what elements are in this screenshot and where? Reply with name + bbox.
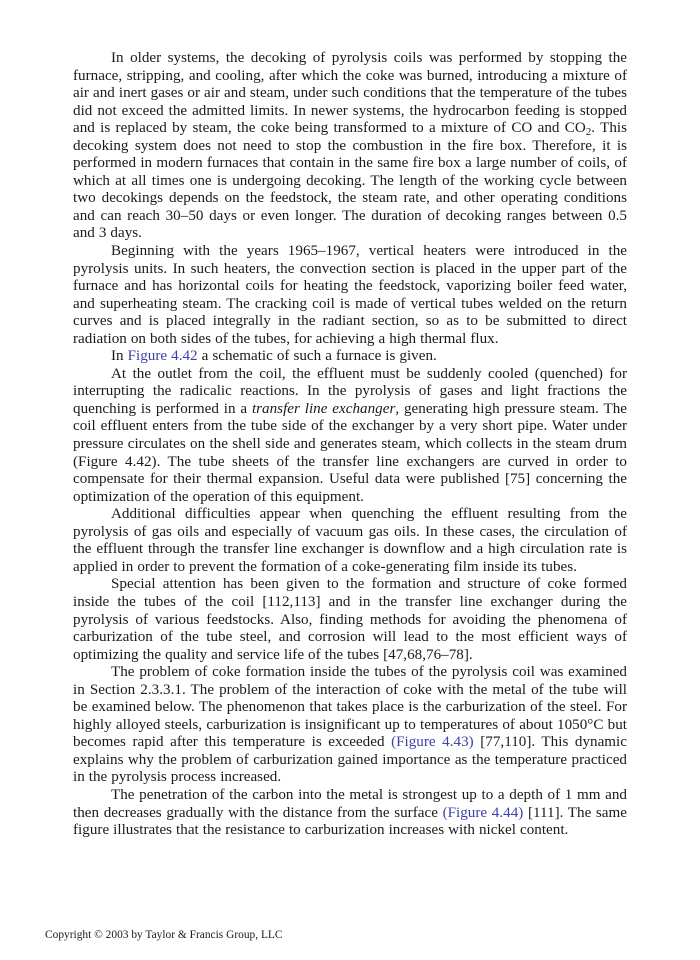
body-text-run: The penetration of the carbon into the metal is strongest up to a depth of 1 mm and then decreases gradually with the distance from the surface	[73, 786, 627, 821]
copyright-notice: Copyright © 2003 by Taylor & Francis Group, LLC	[45, 929, 283, 941]
figure-cross-reference-link[interactable]: (Figure 4.43)	[391, 734, 474, 751]
emphasis-text: transfer line exchanger	[251, 400, 396, 417]
body-text-run: [111]. The same figure illustrates that the resistance to carburization increases with nickel content.	[73, 804, 628, 839]
body-paragraph	[73, 50, 627, 243]
body-paragraph	[73, 243, 627, 348]
body-text-run: Additional difficulties appear when quenching the effluent resulting from the pyrolysis of gas oils and especially of vacuum gas oils. In these cases, the circulation of the effluent through the transfer line exchanger is downflow and a high circulation rate is applied in order to prevent the formation of a coke-generating film inside its tubes.	[73, 506, 627, 575]
body-paragraph	[73, 348, 627, 366]
body-text-run: [77,110]. This dynamic explains why the problem of carburization gained importance as the temperature practiced in the pyrolysis process increased.	[73, 734, 627, 786]
body-paragraph	[73, 366, 627, 506]
body-text-block	[73, 50, 627, 840]
body-text-run: . This decoking system does not need to stop the combustion in the fire box. Therefore, it is performed in modern furnaces that contain in the same fire box a large number of coils, of which at all times one is undergoing decoking. The length of the working cycle between two decokings depends on the feedstock, the steam rate, and other operating conditions and can reach 30–50 days or even longer. The duration of decoking ranges between 0.5 and 3 days.	[73, 120, 627, 242]
body-text-run: The problem of coke formation inside the tubes of the pyrolysis coil was examined in Section 2.3.3.1. The problem of the interaction of coke with the metal of the tube will be examined below. The phenomenon that takes place is the carburization of the steel. For highly alloyed steels, carburization is insignificant up to temperatures of about 1050°C but becomes rapid after this temperature is exceeded	[73, 664, 627, 751]
body-paragraph	[73, 664, 627, 787]
body-text-run: , generating high pressure steam. The coil effluent enters from the tube side of the exchanger by a very short pipe. Water under pressure circulates on the shell side and generates steam, which collects in the steam drum (Figure 4.42). The tube sheets of the transfer line exchangers are curved in order to compensate for their thermal expansion. Useful data were published [75] concerning the optimization of the operation of this equipment.	[73, 400, 627, 505]
body-text-run: Beginning with the years 1965–1967, vertical heaters were introduced in the pyrolysis units. In such heaters, the convection section is placed in the upper part of the furnace and has horizontal coils for heating the feedstock, vaporizing boiler feed water, and superheating steam. The cracking coil is made of vertical tubes welded on the return curves and is placed integrally in the radiant section, so as to be submitted to direct radiation on both sides of the tubes, for achieving a high thermal flux.	[73, 243, 627, 347]
body-text-run: At the outlet from the coil, the effluent must be suddenly cooled (quenched) for interrupting the radicalic reactions. In the pyrolysis of gases and light fractions the quenching is performed in a	[73, 365, 627, 417]
body-text-run: In older systems, the decoking of pyrolysis coils was performed by stopping the furnace, stripping, and cooling, after which the coke was burned, introducing a mixture of air and inert gases or air and steam, under such conditions that the temperature of the tubes did not exceed the admitted limits. In newer systems, the hydrocarbon feeding is stopped and is replaced by steam, the coke being transformed to a mixture of CO and CO	[73, 50, 627, 137]
body-text-run: In	[111, 348, 128, 365]
body-paragraph	[73, 506, 627, 576]
body-paragraph	[73, 787, 627, 840]
figure-cross-reference-link[interactable]: Figure 4.42	[127, 348, 198, 365]
body-text-run: Special attention has been given to the formation and structure of coke formed inside the tubes of the coil [112,113] and in the transfer line exchanger during the pyrolysis of various feedstocks. Also, finding methods for avoiding the phenomena of carburization of the tube steel, and corrosion will lead to the most efficient ways of optimizing the quality and service life of the tubes [47,68,76–78].	[73, 576, 627, 663]
figure-cross-reference-link[interactable]: (Figure 4.44)	[442, 804, 524, 821]
body-text-run: a schematic of such a furnace is given.	[197, 348, 437, 365]
body-paragraph	[73, 576, 627, 664]
subscript-text: 2	[585, 126, 592, 138]
